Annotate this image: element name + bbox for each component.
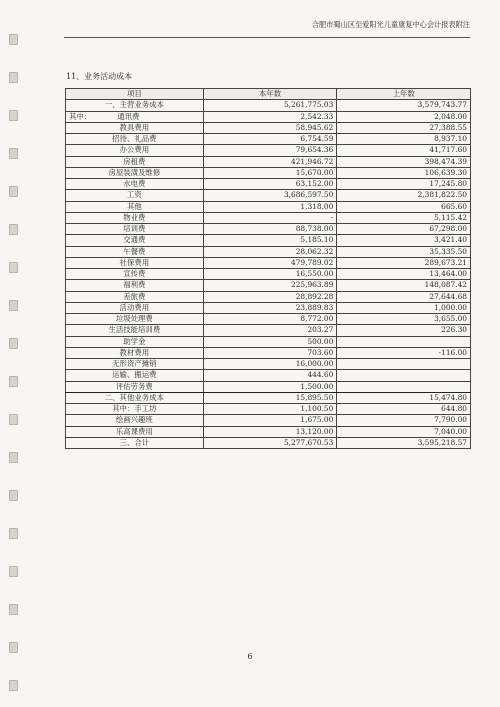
table-body [66, 100, 471, 449]
previous-year-value: 35,335.50 [337, 246, 471, 257]
punch-hole [9, 528, 18, 539]
row-label-cell: 福利费 [66, 280, 204, 291]
row-label-cell: 其中：手工坊 [66, 404, 204, 415]
page-header: 合肥市蜀山区至爱阳光儿童康复中心会计报表附注 [311, 20, 470, 29]
punch-hole [9, 490, 18, 501]
current-year-value: 16,000.00 [203, 359, 337, 370]
previous-year-value [337, 336, 471, 347]
previous-year-value: 13,464.00 [337, 269, 471, 280]
table-row [66, 291, 471, 302]
previous-year-value: 148,087.42 [337, 280, 471, 291]
previous-year-value: 15,474.80 [337, 392, 471, 403]
previous-year-value: 398,474.39 [337, 156, 471, 167]
current-year-value: 1,500.00 [203, 381, 337, 392]
row-label-cell: 工资 [66, 190, 204, 201]
previous-year-value: 7,040.00 [337, 426, 471, 437]
table-row [66, 257, 471, 268]
punch-hole [9, 72, 18, 83]
previous-year-value: 644.80 [337, 404, 471, 415]
previous-year-value: -116.00 [337, 347, 471, 358]
previous-year-value [337, 370, 471, 381]
punch-hole [9, 262, 18, 273]
row-label-cell: 其他 [66, 201, 204, 212]
table-row [66, 347, 471, 358]
table-row [66, 336, 471, 347]
punch-hole [9, 604, 18, 615]
previous-year-value: 226.30 [337, 325, 471, 336]
row-label-cell: 生活技能培训费 [66, 325, 204, 336]
current-year-value: 79,654.36 [203, 145, 337, 156]
row-label-cell: 三、合计 [66, 437, 204, 448]
table-row [66, 156, 471, 167]
current-year-value: 703.60 [203, 347, 337, 358]
current-year-value: 5,261,775.03 [203, 100, 337, 111]
previous-year-value: 3,421.40 [337, 235, 471, 246]
table-row [66, 370, 471, 381]
punch-hole [9, 186, 18, 197]
row-label-cell: 交通费 [66, 235, 204, 246]
row-label: 通讯费 [117, 111, 140, 121]
current-year-value: 63,152.00 [203, 179, 337, 190]
row-label-cell: 招待、礼品费 [66, 134, 204, 145]
header-divider [64, 37, 470, 38]
table-row [66, 392, 471, 403]
current-year-value: 13,120.00 [203, 426, 337, 437]
table-row [66, 122, 471, 133]
previous-year-value: 27,644.68 [337, 291, 471, 302]
binding-holes-strip [0, 0, 22, 707]
table-row [66, 404, 471, 415]
table-header-row [66, 89, 471, 100]
current-year-value: 5,185.10 [203, 235, 337, 246]
row-label-cell: 差旅费 [66, 291, 204, 302]
table-row [66, 179, 471, 190]
current-year-value: 16,550.00 [203, 269, 337, 280]
row-label-cell: 宣传费 [66, 269, 204, 280]
current-year-value: 28,062.32 [203, 246, 337, 257]
punch-hole [9, 566, 18, 577]
table-row [66, 359, 471, 370]
table-row [66, 167, 471, 178]
page-number: 6 [247, 652, 253, 661]
current-year-value: 5,277,670.53 [203, 437, 337, 448]
previous-year-value: 17,245.80 [337, 179, 471, 190]
current-year-value: 3,686,597.50 [203, 190, 337, 201]
row-label-cell: 房租费 [66, 156, 204, 167]
row-label-cell: 教具费用 [66, 122, 204, 133]
row-label-cell: 一、主营业务成本 [66, 100, 204, 111]
punch-hole [9, 414, 18, 425]
current-year-value: 6,754.59 [203, 134, 337, 145]
current-year-value: 28,892.28 [203, 291, 337, 302]
current-year-value: 1,100.50 [203, 404, 337, 415]
previous-year-value: 289,673.21 [337, 257, 471, 268]
table-row [66, 437, 471, 448]
row-label-cell: 社保费用 [66, 257, 204, 268]
table-row [66, 100, 471, 111]
cost-table [65, 88, 471, 449]
row-label-cell: 评估劳务费 [66, 381, 204, 392]
table-row [66, 381, 471, 392]
current-year-value: 225,963.89 [203, 280, 337, 291]
previous-year-value: 2,048.00 [337, 111, 471, 122]
previous-year-value: 3,579,743.77 [337, 100, 471, 111]
section-title: 11、业务活动成本 [66, 72, 133, 81]
punch-hole [9, 34, 18, 45]
table-row [66, 314, 471, 325]
current-year-value: 1,318.00 [203, 201, 337, 212]
punch-hole [9, 300, 18, 311]
table-row [66, 134, 471, 145]
table-row [66, 190, 471, 201]
row-label-cell: 二、其他业务成本 [66, 392, 204, 403]
table-row [66, 426, 471, 437]
previous-year-value: 2,381,822.50 [337, 190, 471, 201]
row-label-cell: 房屋装潢及维修 [66, 167, 204, 178]
table-row [66, 280, 471, 291]
current-year-value: 2,542.33 [203, 111, 337, 122]
previous-year-value: 3,655.00 [337, 314, 471, 325]
current-year-value: - [203, 212, 337, 223]
current-year-value: 15,895.50 [203, 392, 337, 403]
table-row [66, 212, 471, 223]
punch-hole [9, 680, 18, 691]
table-row [66, 201, 471, 212]
previous-year-value: 67,298.00 [337, 224, 471, 235]
table-row [66, 145, 471, 156]
current-year-value: 444.60 [203, 370, 337, 381]
row-label-cell [66, 111, 204, 122]
punch-hole [9, 148, 18, 159]
column-header-current: 本年数 [203, 89, 337, 100]
previous-year-value: 27,388.55 [337, 122, 471, 133]
table-row [66, 235, 471, 246]
punch-hole [9, 338, 18, 349]
current-year-value: 1,675.00 [203, 415, 337, 426]
previous-year-value: 8,937.10 [337, 134, 471, 145]
column-header-item: 项目 [66, 89, 204, 100]
row-label-cell: 运输、搬运费 [66, 370, 204, 381]
punch-hole [9, 110, 18, 121]
table-row [66, 325, 471, 336]
row-label-cell: 乐高课费用 [66, 426, 204, 437]
table-row [66, 302, 471, 313]
previous-year-value: 1,000.00 [337, 302, 471, 313]
current-year-value: 479,789.02 [203, 257, 337, 268]
row-label-cell: 午餐费 [66, 246, 204, 257]
current-year-value: 203.27 [203, 325, 337, 336]
row-label-cell: 垃圾处理费 [66, 314, 204, 325]
table-row [66, 224, 471, 235]
row-label-cell: 助学金 [66, 336, 204, 347]
current-year-value: 88,738.00 [203, 224, 337, 235]
punch-hole [9, 452, 18, 463]
table-row [66, 415, 471, 426]
previous-year-value: 41,717.60 [337, 145, 471, 156]
current-year-value: 15,670.00 [203, 167, 337, 178]
current-year-value: 421,946.72 [203, 156, 337, 167]
row-label-cell: 教材费用 [66, 347, 204, 358]
table-row [66, 246, 471, 257]
punch-hole [9, 642, 18, 653]
table-row [66, 111, 471, 122]
previous-year-value: 665.60 [337, 201, 471, 212]
row-label-cell: 办公费用 [66, 145, 204, 156]
row-label-cell: 物业费 [66, 212, 204, 223]
current-year-value: 23,889.83 [203, 302, 337, 313]
current-year-value: 58,945.62 [203, 122, 337, 133]
current-year-value: 8,772.00 [203, 314, 337, 325]
previous-year-value [337, 381, 471, 392]
punch-hole [9, 224, 18, 235]
current-year-value: 500.00 [203, 336, 337, 347]
previous-year-value: 7,790.00 [337, 415, 471, 426]
previous-year-value: 106,639.30 [337, 167, 471, 178]
previous-year-value [337, 359, 471, 370]
previous-year-value: 3,595,218.57 [337, 437, 471, 448]
row-label-cell: 无形资产摊销 [66, 359, 204, 370]
row-prefix: 其中： [69, 111, 92, 121]
row-label-cell: 培训费 [66, 224, 204, 235]
row-label-cell: 绘画兴趣班 [66, 415, 204, 426]
column-header-previous: 上年数 [337, 89, 471, 100]
row-label-cell: 水电费 [66, 179, 204, 190]
punch-hole [9, 376, 18, 387]
table-row [66, 269, 471, 280]
previous-year-value: 5,115.42 [337, 212, 471, 223]
row-label-cell: 活动费用 [66, 302, 204, 313]
